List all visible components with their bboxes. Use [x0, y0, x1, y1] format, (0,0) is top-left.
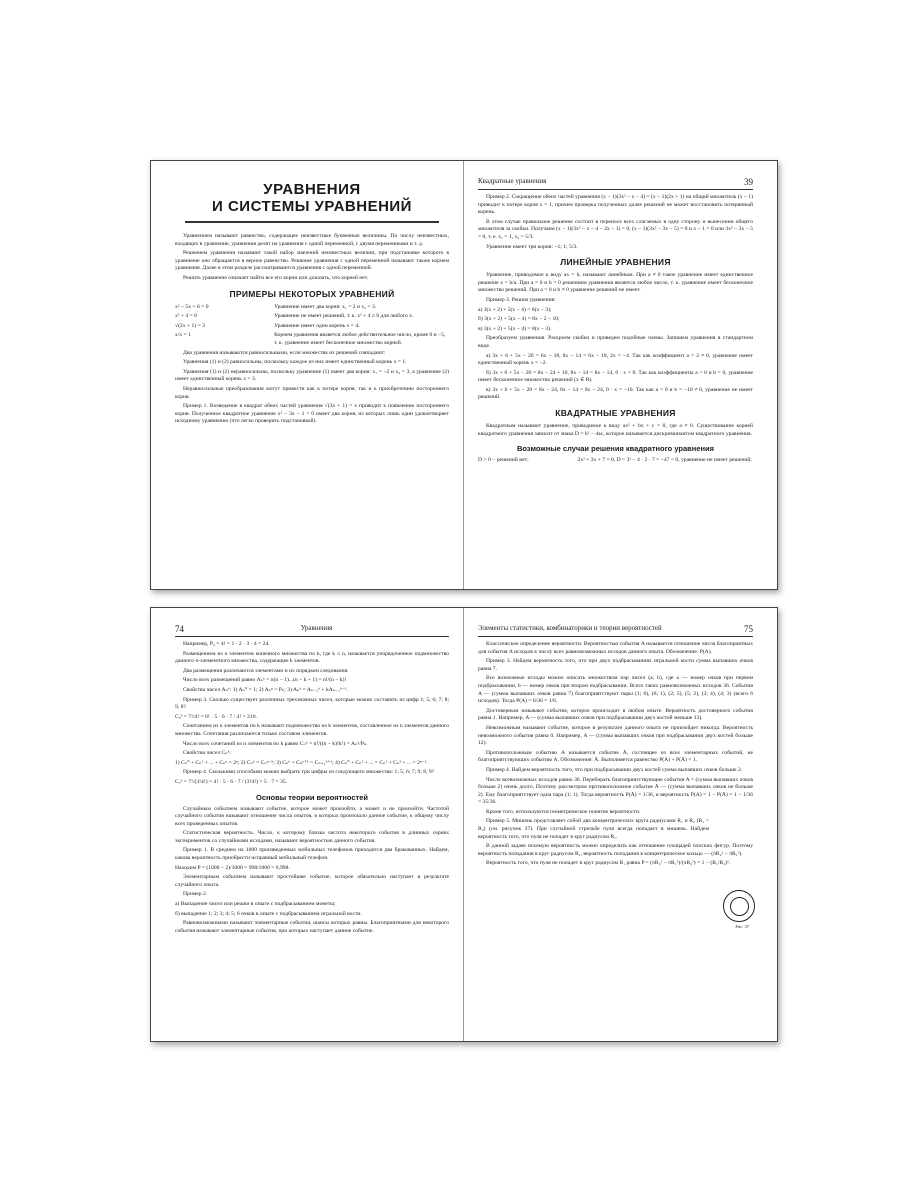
paragraph: Элементарным событием называют простейшее событие, которое обязательно наступает в результате случайного опыта.	[175, 874, 449, 888]
paragraph: Решить уравнение означает найти все его корни или доказать, что корней нет.	[183, 274, 369, 281]
paragraph: б) 3x + 6 + 5x − 20 = 8x − 24 + 10, 8x − 14 = 8x − 14, 0 · x = 0. Так как коэффициенты a = 0 и b = 0, уравнение имеет бесконечное множество решений (x ∈ R).	[478, 369, 753, 384]
paragraph: Пример 1. В среднем на 1000 произведенных мобильных телефонов приходится два бракованных. Найдем, какова вероятность приобрести исправный мобильный телефон.	[175, 847, 449, 862]
paragraph: Свойства чисел Aₙᵏ: 1) Aₙ⁰ = 1; 2) Aₙⁿ = Pₙ; 3) Aₙᵏ = Aₙ₋₁ᵏ + kAₙ₋₁ᵏ⁻¹.	[183, 686, 348, 693]
paragraph: Случайным событием называют событие, которое может произойти, а может и не произойти. Частотой случайного события называют отношение числа опытов, в которых произошло данное событие, к общему числу всех проведенных опытов.	[175, 805, 449, 827]
paragraph: Пример 4. Найдем вероятность того, что при подбрасывании двух костей сумма выпавших очков больше 2.	[486, 766, 743, 773]
example-note: Уравнение имеет один корень x = 4.	[274, 322, 360, 329]
case-row	[478, 457, 753, 465]
paragraph: В этом случае правильное решение состоит в переносе всех слагаемых в одну сторону и вынесении общего множителя за скобки. Получаем (x − 1)(3x² − x − 4 − 2x − 1) = 0, (x − 1)(3x² − 3x − 5) = 0 и x − 1 = 0 или 3x² − 3x − 5 = 0, т. е. x₁ = 1, x₂ = 5/3.	[478, 218, 753, 240]
example-note: Корнем уравнения является любое действительное число, кроме 0 и −5, т. к. уравнение имеет бесконечное множество корней.	[274, 332, 446, 346]
example-equation: √(2x + 1) = 3	[175, 322, 205, 329]
paragraph: В данной задаче искомую вероятность можно определить как отношение площадей плоских фигур. Поэтому вероятность попадания в круг радиусом R₁, вероятность попадания в концентрическое кольцо — (πR₂² − πR₁²).	[478, 843, 753, 857]
paragraph: Пример 3. Сколько существует различных трехзначных чисел, которые можно составить из цифр 1; 5; 6; 7; 8; 9, 8?	[175, 696, 449, 711]
example-row	[175, 304, 449, 312]
paragraph: Статистическая вероятность. Число, к которому близка частота некоторого события в длинных сериях экспериментов со случайными исходами, называют вероятностью данного события.	[175, 830, 449, 844]
paragraph: Уравнением называют равенство, содержащее неизвестные буквенные величины. По числу неизвестных, входящих в уравнение, уравнения делят на уравнения с одной переменной, с двумя переменными и т. д.	[175, 233, 449, 247]
paragraph: Уравнение, приводимое к виду ax = b, называют линейным. При a ≠ 0 такое уравнение имеет единственное решение x = b/a. При a = 0 и b = 0 решением уравнения является любое число, т. к. уравнение имеет бесконечное множество решений. При a = 0 и b ≠ 0 уравнение решений не имеет.	[478, 272, 753, 294]
case-example: 2x² + 3x + 7 = 0, D = 3² − 4 · 2 · 7 = −47 < 0, уравнение не имеет решений;	[577, 457, 752, 464]
chapter-title-line2: И СИСТЕМЫ УРАВНЕНИЙ	[212, 198, 412, 215]
figure-caption: Рис. 37	[735, 924, 749, 929]
paragraph: Пример 1. Возведение в квадрат обеих частей уравнения √(3x + 1) = x приводит к появлению постороннего корня. Полученное квадратное уравнение x² − 3x − 1 = 0 имеет два корня, из которых лишь один удовлетворяет исходному уравнению (что легко проверить подстановкой).	[175, 403, 449, 425]
paragraph: Пример 3. Найдем вероятность того, что при двух подбрасываниях игральной кости сумма выпавших очков равна 7.	[478, 658, 753, 672]
section-heading: КВАДРАТНЫЕ УРАВНЕНИЯ	[555, 408, 676, 419]
paragraph: Классическое определение вероятности. Вероятностью события A называется отношение числа благоприятных для события A исходов к числу всех равновозможных исходов данного опыта. Обозначение: P(A).	[478, 641, 753, 655]
running-header	[175, 624, 449, 637]
list-item: а) Выпадение чисел или решки в опыте с подбрасыванием монеты;	[175, 901, 336, 908]
running-header	[478, 177, 753, 190]
paragraph: Два размещения различаются элементами и их порядком следования.	[183, 667, 349, 674]
paragraph: Два уравнения называются равносильными, если множества их решений совпадают:	[183, 349, 386, 356]
concentric-circles-figure	[723, 890, 755, 922]
paragraph: Число всех сочетаний из n элементов по k равно Cₙᵏ = n!/((n − k)!k!) = Aₙᵏ/Pₖ.	[183, 740, 368, 747]
page-right-bottom	[464, 608, 777, 1041]
paragraph: Равновозможными называют элементарные события, шансы которых равны. Благоприятными для некоторого события называют элементарные события, при которых наступает данное событие.	[175, 920, 449, 934]
equation: Находим P = (1000 − 2)/1000 = 998/1000 = 0,998.	[175, 864, 290, 871]
equation: C₆³ = 7!/4! = 6! · 5 · 6 · 7 / 4! = 210.	[175, 713, 257, 720]
paragraph: Пример 5. Мишень представляет собой два концентрических круга радиусами R₁ и R₂ (R₁ < R₂) (см. рисунок 37). При случайной стрельбе пуля всегда попадает в мишень. Найдем вероятность того, что пуля не попадет в круг радиусом R₁.	[478, 818, 709, 840]
paragraph: Все возможные исходы можно описать множеством пар чисел (a; b), где a — номер очков при первом подбрасывании, b — номер очков при втором подбрасывании. Всего таких равновозможных исходов 36. События A — (сумма выпавших очков равна 7) благоприятствуют пары (1; 6), (6; 1), (2; 5), (5; 2), (3; 4), (4; 3) (всего 6 исходов). Тогда P(A) = 6/36 = 1/6.	[478, 675, 753, 705]
section-heading: ПРИМЕРЫ НЕКОТОРЫХ УРАВНЕНИЙ	[229, 288, 395, 299]
section-heading: ЛИНЕЙНЫЕ УРАВНЕНИЯ	[560, 257, 671, 268]
example-equation: x² − 5x + 6 = 0	[175, 303, 209, 310]
bottom-spread	[150, 607, 778, 1042]
equation: а) 3(x + 2) + 5(x − 4) = 6(x − 3);	[478, 306, 552, 313]
paragraph: Уравнение имеет три корня: −1; 1; 5/3.	[486, 243, 578, 250]
example-row	[175, 323, 449, 331]
equation: б) 3(x + 2) + 5(x − 4) = 8x − 2 − 10;	[478, 316, 560, 323]
list-item: б) выпадение 1; 2; 3; 4; 5; 6 очков в опыте с подбрасыванием игральной кости.	[175, 910, 362, 917]
example-equation: x/x = 1	[175, 332, 191, 339]
paragraph: Квадратным называют уравнение, приводимое к виду ax² + bx + c = 0, где a ≠ 0. Существование корней квадратного уравнения зависит от знака D = b² − 4ac, которое называется дискриминантом квадратного уравнения.	[478, 423, 753, 437]
running-header-title: Элементы статистики, комбинаторики и теории вероятностей	[478, 624, 662, 632]
paragraph: Уравнения (1) и (2) равносильны, поскольку каждое из них имеет единственный корень x = 1.	[183, 359, 407, 366]
paragraph: Число всех размещений равно Aₙᵏ = n(n − 1)...(n − k + 1) = n!/(n − k)!	[183, 677, 347, 684]
equation: C₇³ = 7!/(3!4!) = 4! · 5 · 6 · 7 / (3!4!) = 5 · 7 = 35.	[175, 778, 288, 785]
example-row	[175, 313, 449, 321]
page-number: 74	[175, 624, 184, 634]
paragraph: Например, P₄ = 4! = 1 · 2 · 3 · 4 = 24.	[183, 641, 270, 647]
chapter-title	[175, 181, 449, 215]
equation: 1) Cₙ⁰ + Cₙ¹ + ... + Cₙⁿ = 2ⁿ; 2) Cₙᵏ = Cₙⁿ⁻ᵏ; 3) Cₙᵏ + Cₙᵏ⁺¹ = Cₙ₊₁ᵏ⁺¹; 4) Cₙ⁰ + Cₙ² + ... = Cₙ¹ + Cₙ³ + ... = 2ⁿ⁻¹.	[175, 759, 428, 766]
paragraph: Размещением из n элементов конечного множества по k, где k ≤ n, называется упорядоченное подмножество данного n-элементного множества, содержащее k элементов.	[175, 650, 449, 665]
subsection-heading: Возможные случаи решения квадратного уравнения	[517, 444, 714, 454]
page-left-top	[151, 161, 464, 589]
page-number: 39	[744, 177, 753, 187]
paragraph: Неравносильные преобразования могут привести как к потере корня, так и к приобретению постороннего корня.	[175, 385, 449, 400]
paragraph: Пример 2. Сокращение обеих частей уравнения (x − 1)(3x² − x − 4) = (x − 1)(2x + 1) на общий множитель (x − 1) приводит к потере корня x = 1, причем проверка полученных далее решений не может восстановить потерянный корень.	[478, 194, 753, 216]
paragraph: Свойства чисел Cₙᵏ:	[183, 750, 232, 757]
running-header-title: Уравнения	[300, 624, 333, 632]
page-right-top	[464, 161, 777, 589]
paragraph: Решением уравнения называют такой набор значений неизвестных величин, при подстановке которого в уравнение оно обращается в верное равенство. Решение уравнения с одной переменной называют также корнем уравнения. Далее в этом разделе рассматриваются уравнения с одной переменной.	[175, 250, 449, 272]
paragraph: Вероятность того, что пуля не попадет в круг радиусом R₁ равна P = (πR₂² − πR₁²)/(πR₂²) = 1 − (R₁/R₂)².	[486, 860, 731, 867]
paragraph: Число всевозможных исходов равно 36. Перебирать благоприятствующие события A = (сумма выпавших очков больше 2) очень долго. Поэтому рассмотрим противоположное событие Ā — (сумма выпавших очков не больше 2). Ему благоприятствует одна пара (1; 1). Тогда вероятность P(Ā) = 1/36, и вероятность P(A) = 1 − P(Ā) = 1 − 1/36 = 35/36.	[478, 776, 753, 806]
page-left-bottom	[151, 608, 464, 1041]
page-number: 75	[744, 624, 753, 634]
chapter-rule	[185, 221, 439, 223]
example-note: Уравнение имеет два корня: x₁ = 2 и x₂ = 3.	[274, 303, 377, 310]
running-header	[478, 624, 753, 637]
paragraph: Преобразуем уравнения. Раскроем скобки и приведем подобные члены. Запишем уравнения в стандартном виде.	[478, 335, 753, 349]
paragraph: Невозможным называют событие, которое в результате данного опыта не произойдет никогда. Вероятность невозможного события равна 0. Например, A — (сумма выпавших очков при подбрасывании двух костей больше 12).	[478, 724, 753, 747]
paragraph: Сочетанием из n элементов по k называют подмножество из k элементов, составленное из n элементов данного множества. Сочетания различаются только составом элементов.	[175, 723, 449, 737]
chapter-title-line1: УРАВНЕНИЯ	[263, 181, 361, 198]
paragraph: Пример 2.	[183, 891, 208, 898]
paragraph: Достоверным называют событие, которое происходит в любом опыте. Вероятность достоверного события равна 1. Например, A — (сумма выпавших очков при подбрасывании двух костей меньше 13).	[478, 707, 753, 722]
case-condition: D > 0 − решений нет;	[478, 457, 529, 464]
paragraph: Пример 3. Решим уравнения:	[486, 296, 556, 303]
example-row	[175, 332, 449, 347]
example-note: Уравнение не имеет решений, т. к. x² + 4 ≥ 0 для любого x.	[274, 313, 414, 320]
paragraph: Уравнения (1) и (2) неравносильны, поскольку уравнение (1) имеет два корня: x₁ = −2 и x₂ = 3, а уравнение (2) имеет единственный корень x = 3.	[175, 368, 449, 383]
paragraph: а) 3x + 6 + 5x − 20 = 6x − 18, 8x − 14 = 6x − 18, 2x = −4. Так как коэффициент a = 2 ≠ 0, уравнение имеет единственный корень x = −2.	[478, 352, 753, 367]
paragraph: в) 3x + 6 + 5x − 20 = 8x − 24, 8x − 14 = 8x − 24, 0 · x = −10. Так как a = 0 и b = −10 ≠ 0, уравнение не имеет решений.	[478, 386, 753, 401]
top-spread	[150, 160, 778, 590]
section-heading: Основы теории вероятностей	[256, 792, 368, 802]
paragraph: Кроме того, используются геометрическое понятие вероятности.	[486, 808, 641, 815]
example-equation: x² + 4 = 0	[175, 313, 197, 320]
equation: в) 3(x + 2) + 5(x − 4) = 8(x − 3).	[478, 325, 552, 332]
running-header-title: Квадратные уравнения	[478, 177, 547, 185]
paragraph: Противоположным событию A называется событие Ā, состоящее из всех элементарных событий, не благоприятствующих событию A. Обозначение: Ā. Выполняется равенство P(A) + P(Ā) = 1.	[478, 749, 753, 764]
paragraph: Пример 4. Сколькими способами можно выбрать три цифры из следующего множества: 1; 5; 6; 7; 9; 8, 9?	[183, 769, 435, 776]
